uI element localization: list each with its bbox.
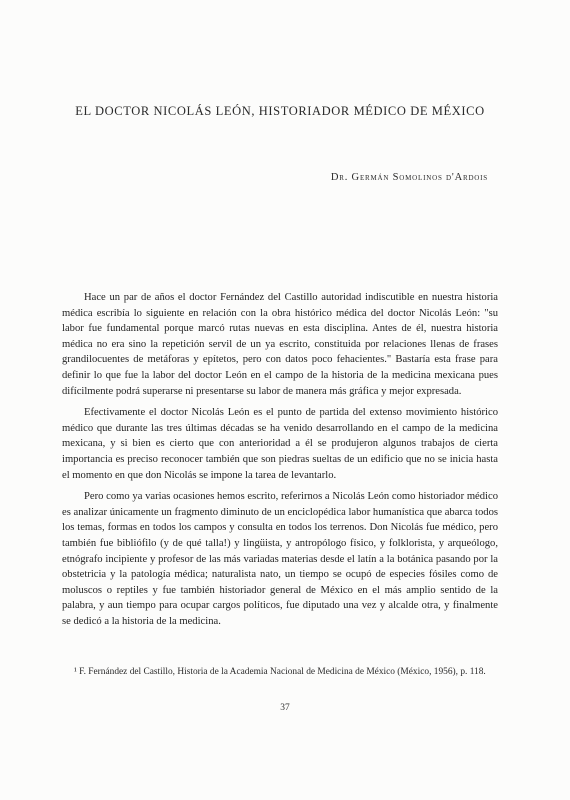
page-number: 37 bbox=[280, 703, 290, 713]
paragraph: Hace un par de años el doctor Fernández del Castillo autoridad indiscutible en nuestra historia médica escribía lo siguiente en relación con la obra histórico médica del doctor Nicolás León: "su labor fue fundamental porque marcó rutas nuevas en esta disciplina. Antes de él, nuestra historia médica no era sino la repetición servil de un ya escrito, constituida por relaciones llenas de frases grandilocuentes de metáforas y epítetos, pero con datos poco fehacientes." Bastaría esta frase para definir lo que fue la labor del doctor León en el campo de la historia de la medicina mexicana pues difícilmente podrá superarse ni presentarse su labor de manera más gráfica y mejor expresada. bbox=[62, 292, 498, 397]
paragraph: Efectivamente el doctor Nicolás León es el punto de partida del extenso movimiento histórico médico que durante las tres últimas décadas se ha venido desarrollando en el campo de la medicina mexicana, y si bien es cierto que con anterioridad a él se produjeron algunos trabajos de cierta importancia es preciso reconocer también que son piedras sueltas de un edificio que no se inicia hasta el momento en que don Nicolás se impone la tarea de levantarlo. bbox=[62, 407, 498, 481]
footnote-text: ¹ F. Fernández del Castillo, Historia de la Academia Nacional de Medicina de México (México, 1956), p. 118. bbox=[74, 667, 486, 677]
footnote bbox=[62, 666, 498, 679]
article-body bbox=[62, 290, 498, 635]
paragraph: Pero como ya varias ocasiones hemos escrito, referirnos a Nicolás León como historiador médico es analizar únicamente un fragmento diminuto de un enciclopédica labor humanística que abarca todos los temas, formas en todos los campos y consulta en todos los terrenos. Don Nicolás fue médico, pero también fue bibliófilo (y de qué talla!) y lingüista, y antropólogo físico, y folklorista, y arqueólogo, etnógrafo incipiente y profesor de las más variadas materias desde el latín a la botánica pasando por la obstetricia y la patología médica; naturalista nato, un tiempo se ocupó de especies fósiles como de moluscos o reptiles y fue también historiador general de México en el más amplio sentido de la palabra, y aun tiempo para ocupar cargos políticos, fue diputado una vez y alcalde otra, y finalmente se dedicó a la historia de la medicina. bbox=[62, 491, 498, 627]
article-title: EL DOCTOR NICOLÁS LEÓN, HISTORIADOR MÉDICO DE MÉXICO bbox=[75, 104, 485, 118]
article-author: Dr. Germán Somolinos d'Ardois bbox=[330, 172, 488, 183]
